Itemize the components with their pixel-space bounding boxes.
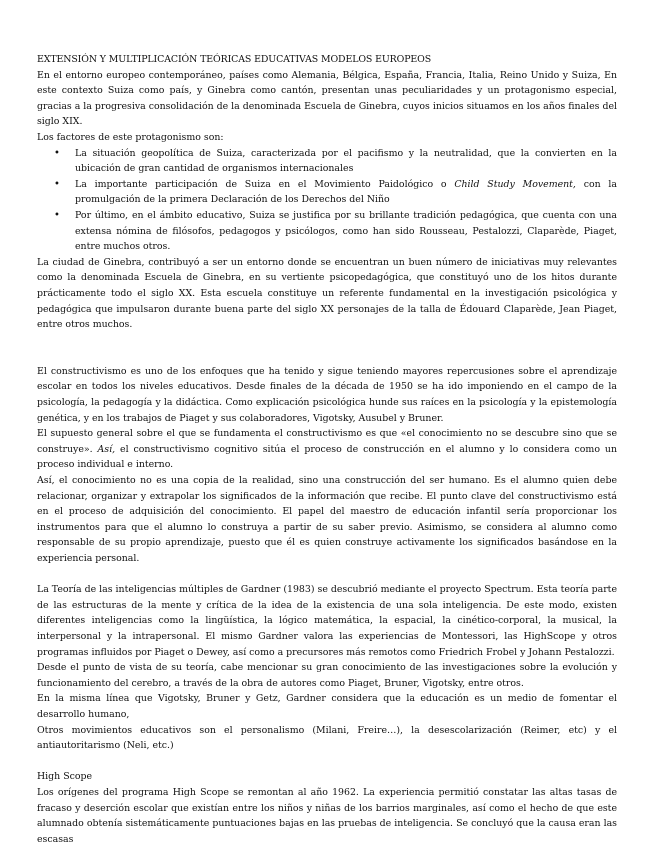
paragraph-gardner-3: En la misma línea que Vigotsky, Bruner y Getz, Gardner considera que la educación es un medio de fomentar el desarrollo humano, <box>37 693 617 720</box>
constructivism-2-em: Así, <box>97 443 116 455</box>
constructivism-2-pre: El supuesto general sobre el que se fundamenta el constructivismo es que «el conocimiento no se descubre sino que se construye». <box>37 428 617 455</box>
factors-list <box>37 146 617 255</box>
paragraph-intro: En el entorno europeo contemporáneo, países como Alemania, Bélgica, España, Francia, Italia, Reino Unido y Suiza, En este contexto Suiza como país, y Ginebra como cantón, presentan unas peculiaridades y un protagonismo especial, gracias a la progresiva consolidación de la denominada Escuela de Ginebra, cuyos inicios situamos en los años finales del siglo XIX. <box>37 69 617 128</box>
document-title: EXTENSIÓN Y MULTIPLICACIÓN TEÓRICAS EDUCATIVAS MODELOS EUROPEOS <box>37 54 432 65</box>
paragraph-highscope: Los orígenes del programa High Scope se remontan al año 1962. La experiencia permitió constatar las altas tasas de fracaso y deserción escolar que existían entre los niños y niñas de los barrios marginales, así como el hecho de que este alumnado obtenía sistemáticamente puntuaciones bajas en las pruebas de inteligencia. Se concluyó que la causa eran las escasas <box>37 786 617 845</box>
paragraph-gap <box>37 567 617 583</box>
paragraph-constructivism-1: El constructivismo es uno de los enfoques que ha tenido y sigue teniendo mayores repercusiones sobre el aprendizaje escolar en todos los niveles educativos. Desde finales de la década de 1950 se ha ido imponiendo en el campo de la psicología, la pedagogía y la didáctica. Como explicación psicológica hunde sus raíces en la psicología y la epistemología genética, y en los trabajos de Piaget y sus colaboradores, Vigotsky, Ausubel y Bruner. <box>37 365 617 424</box>
paragraph-gardner-2: Desde el punto de vista de su teoría, cabe mencionar su gran conocimiento de las investigaciones sobre la evolución y funcionamiento del cerebro, a través de la obra de autores como Piaget, Bruner, Vigotsky, entre otros. <box>37 662 617 689</box>
paragraph-constructivism-2 <box>37 426 617 473</box>
paragraph-constructivism-3: Así, el conocimiento no es una copia de la realidad, sino una construcción del ser humano. Es el alumno quien debe relacionar, organizar y extrapolar los significados de la información que recibe. El punto clave del constructivismo está en el proceso de adquisición del conocimiento. El papel del maestro de educación infantil sería proporcionar los instrumentos para que el alumno lo construya a partir de su saber previo. Asimismo, se considera al alumno como responsable de su propio aprendizaje, puesto que él es quien construye activamente los significados basándose en la experiencia personal. <box>37 475 617 564</box>
list-item <box>75 146 617 177</box>
list-item <box>75 177 617 208</box>
paragraph-gardner-1: La Teoría de las inteligencias múltiples de Gardner (1983) se descubrió mediante el proyecto Spectrum. Esta teoría parte de las estructuras de la mente y crítica de la idea de la existencia de una sola inteligencia. De este modo, existen diferentes inteligencias como la lingüística, la lógico matemática, la espacial, la cinético-corporal, la musical, la interpersonal y la intrapersonal. El mismo Gardner valora las experiencias de Montessori, las HighScope y otros programas influidos por Piaget o Dewey, así como a precursores más remotos como Friedrich Frobel y Johann Pestalozzi. <box>37 584 617 658</box>
bullet-text-geopolitics: La situación geopolítica de Suiza, caracterizada por el pacifismo y la neutralidad, que la convierten en la ubicación de gran cantidad de organismos internacionales <box>75 147 617 175</box>
paragraph-gap <box>37 348 617 364</box>
bullet-text-paidologic-post: con la promulgación de la primera Declaración de los Derechos del Niño <box>75 178 617 206</box>
constructivism-2-post: el constructivismo cognitivo sitúa el proceso de construcción en el alumno y lo considera como un proceso individual e interno. <box>37 443 617 471</box>
list-item <box>75 208 617 255</box>
paragraph-gap <box>37 754 617 770</box>
factors-lead: Los factores de este protagonismo son: <box>37 131 224 143</box>
paragraph-gardner-4: Otros movimientos educativos son el personalismo (Milani, Freire…), la desescolarización (Reimer, etc) y el antiautoritarismo (Neli, etc.) <box>37 724 617 752</box>
paragraph-ginebra: La ciudad de Ginebra, contribuyó a ser un entorno donde se encuentran un buen número de iniciativas muy relevantes como la denominada Escuela de Ginebra, en su vertiente psicopedagógica, que constituyó uno de los hitos durante prácticamente todo el siglo XX. Esta escuela constituye un referente fundamental en la investigación psicológica y pedagógica que impulsaron durante buena parte del siglo XX personajes de la talla de Édouard Claparède, Jean Piaget, entre otros muchos. <box>37 256 617 331</box>
bullet-text-tradition: Por último, en el ámbito educativo, Suiza se justifica por su brillante tradición pedagógica, que cuenta con una extensa nómina de filósofos, pedagogos y psicólogos, como han sido Rousseau, Pestalozzi, Claparède, Piaget, entre muchos otros. <box>75 209 617 253</box>
bullet-text-child-study: Child Study Movement, <box>454 178 576 190</box>
paragraph-gap <box>37 333 617 349</box>
bullet-text-paidologic-pre: La importante participación de Suiza en el Movimiento Paidológico o <box>75 178 455 190</box>
document-page <box>37 52 617 847</box>
highscope-heading: High Scope <box>37 771 93 783</box>
